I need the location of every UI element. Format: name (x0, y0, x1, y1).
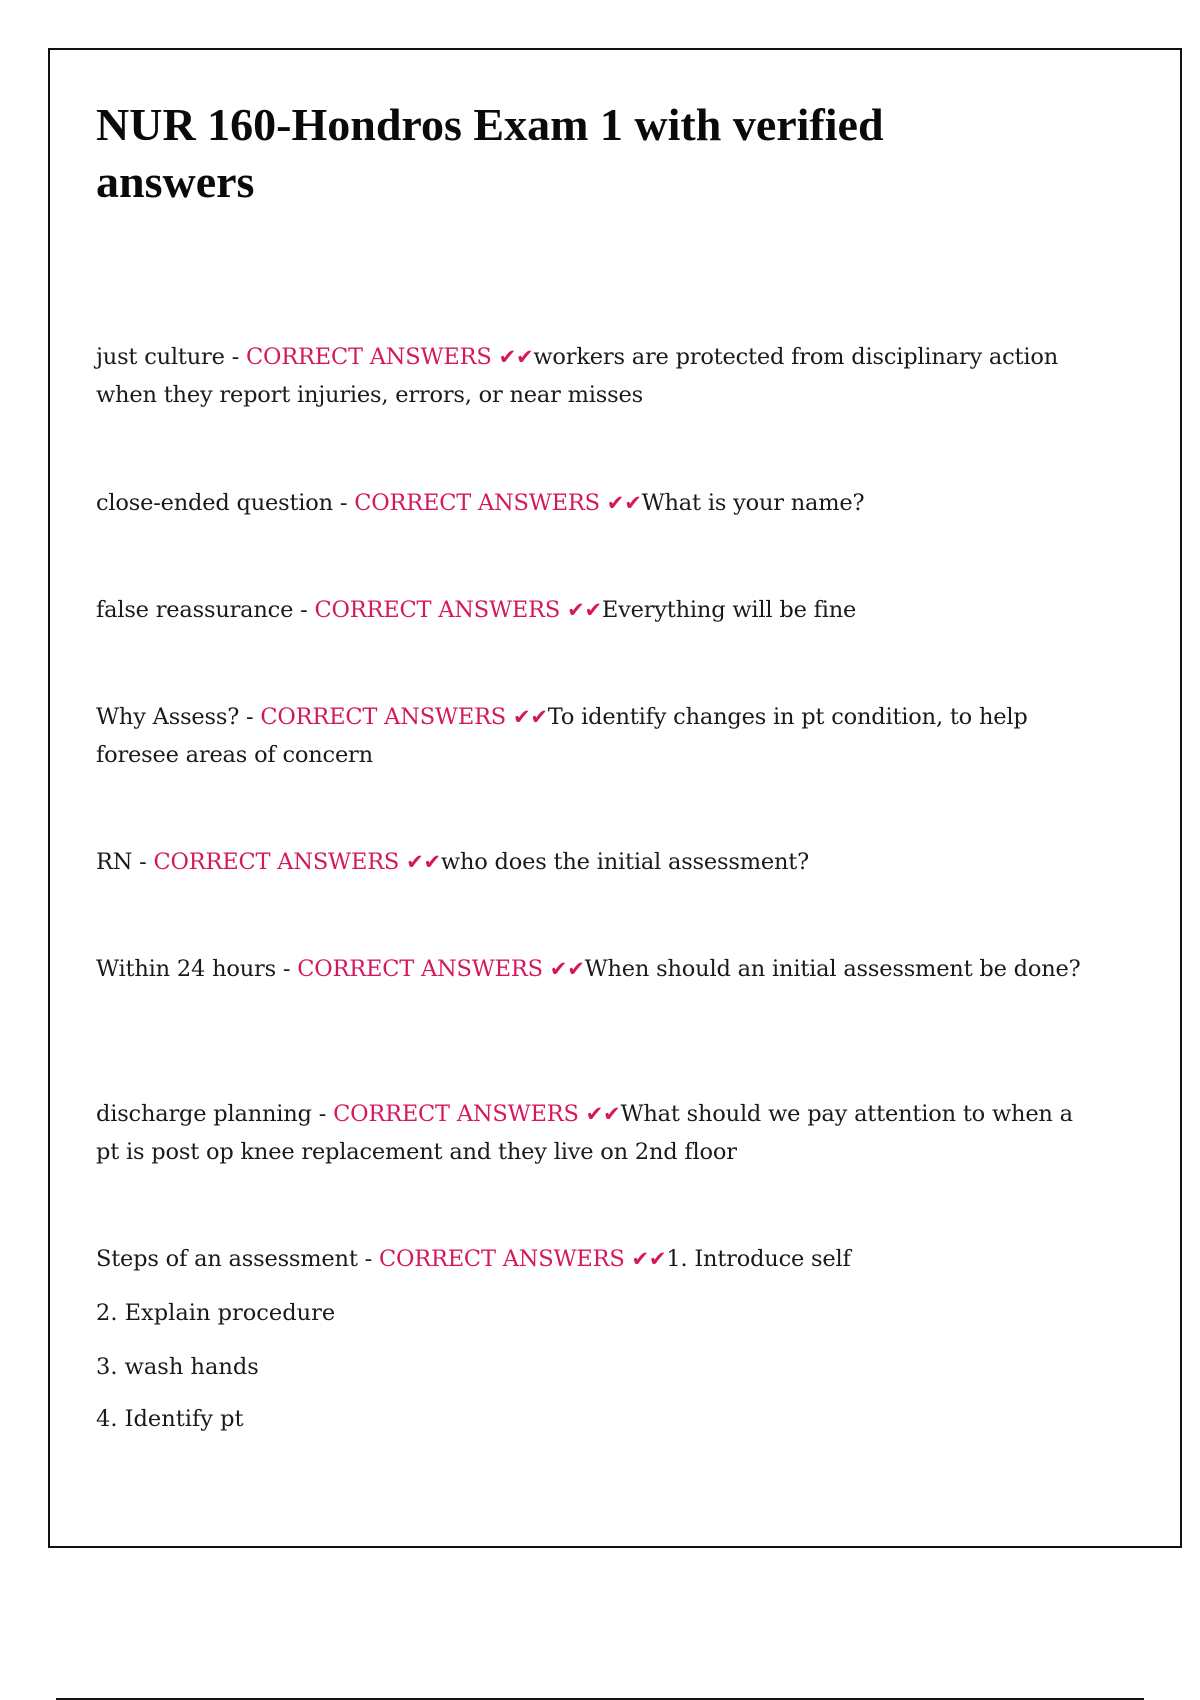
answer: To identify changes in pt condition, to help foresee areas of concern (96, 704, 1028, 768)
correct-answers-label: CORRECT ANSWERS (378, 1246, 625, 1272)
answer: who does the initial assessment? (440, 849, 809, 875)
separator: - (132, 849, 154, 875)
separator: - (275, 956, 298, 982)
check-icon: ✔✔ (498, 345, 534, 369)
assessment-step: 2. Explain procedure (96, 1300, 336, 1326)
correct-answers-label: CORRECT ANSWERS (333, 1101, 579, 1127)
separator: - (224, 344, 247, 370)
check-icon: ✔✔ (631, 1247, 667, 1271)
document-title: NUR 160-Hondros Exam 1 with verified answers (96, 99, 884, 207)
check-icon: ✔✔ (512, 705, 548, 729)
correct-answers-label: CORRECT ANSWERS (354, 490, 600, 516)
assessment-step: 4. Identify pt (96, 1406, 244, 1432)
check-icon: ✔✔ (606, 491, 642, 515)
correct-answers-label: CORRECT ANSWERS (297, 956, 543, 982)
check-icon: ✔✔ (567, 598, 602, 622)
assessment-step: 3. wash hands (96, 1354, 259, 1380)
term: close-ended question (96, 490, 333, 516)
separator: - (357, 1246, 379, 1272)
term: Within 24 hours (96, 956, 276, 982)
answer: What is your name? (641, 490, 865, 516)
correct-answers-label: CORRECT ANSWERS (314, 597, 561, 623)
qa-item (96, 698, 1086, 774)
qa-item (96, 843, 1086, 881)
answer: What should we pay attention to when a pt is post op knee replacement and they live on 2nd floor (96, 1101, 1073, 1165)
check-icon: ✔✔ (585, 1102, 621, 1126)
term: false reassurance (96, 597, 294, 623)
correct-answers-label: CORRECT ANSWERS (260, 704, 507, 730)
separator: - (332, 490, 355, 516)
term: Why Assess? (96, 704, 240, 730)
check-icon: ✔✔ (406, 850, 441, 874)
answer: workers are protected from disciplinary action when they report injuries, errors, or near misses (96, 344, 1059, 408)
qa-item (96, 484, 1086, 522)
answer: Everything will be fine (601, 597, 857, 623)
term: RN (96, 849, 133, 875)
qa-item (96, 338, 1086, 414)
qa-item (96, 591, 1086, 629)
term: Steps of an assessment (96, 1246, 358, 1272)
term: discharge planning (96, 1101, 312, 1127)
qa-item (96, 1240, 1086, 1278)
answer: 1. Introduce self (666, 1246, 851, 1272)
qa-item (96, 1095, 1086, 1171)
term: just culture (96, 344, 225, 370)
qa-item (96, 950, 1086, 988)
separator: - (311, 1101, 334, 1127)
separator: - (239, 704, 261, 730)
check-icon: ✔✔ (549, 957, 585, 981)
answer: When should an initial assessment be done? (584, 956, 1081, 982)
correct-answers-label: CORRECT ANSWERS (153, 849, 400, 875)
correct-answers-label: CORRECT ANSWERS (246, 344, 492, 370)
separator: - (293, 597, 315, 623)
